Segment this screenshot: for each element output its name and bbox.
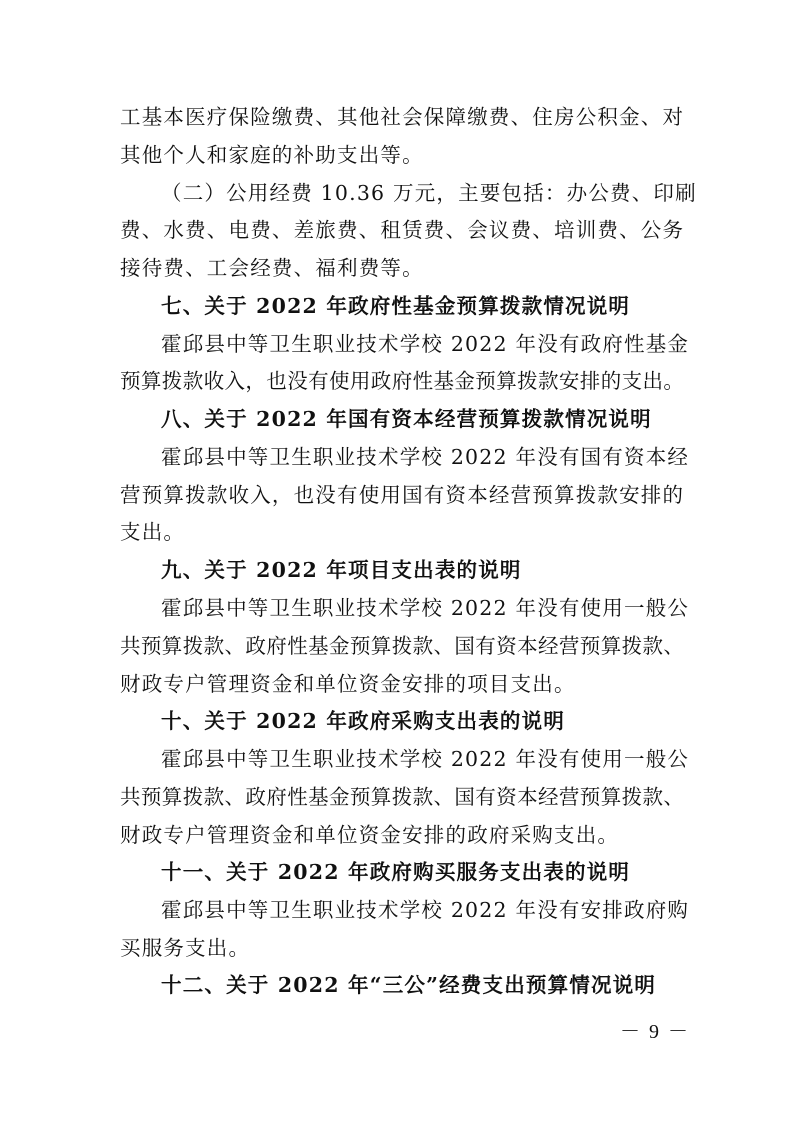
body-text-line: 工基本医疗保险缴费、其他社会保障缴费、住房公积金、对 <box>120 105 685 129</box>
section-heading: 八、关于 2022 年国有资本经营预算拨款情况说明 <box>161 407 652 431</box>
section-heading: 十、关于 2022 年政府采购支出表的说明 <box>161 709 566 733</box>
body-text-line: 费、水费、电费、差旅费、租赁费、会议费、培训费、公务 <box>120 218 685 242</box>
body-text-line: 其他个人和家庭的补助支出等。 <box>120 143 424 167</box>
body-text-line: 霍邱县中等卫生职业技术学校 2022 年没有使用一般公 <box>161 596 690 620</box>
body-text-line: 共预算拨款、政府性基金预算拨款、国有资本经营预算拨款、 <box>120 634 685 658</box>
section-heading: 十二、关于 2022 年“三公”经费支出预算情况说明 <box>161 973 657 997</box>
body-text-line: 营预算拨款收入，也没有使用国有资本经营预算拨款安排的 <box>120 483 685 507</box>
body-text-line: 支出。 <box>120 520 186 544</box>
body-text-line: 财政专户管理资金和单位资金安排的政府采购支出。 <box>120 823 620 847</box>
section-heading: 七、关于 2022 年政府性基金预算拨款情况说明 <box>161 294 631 318</box>
body-text-line: 财政专户管理资金和单位资金安排的项目支出。 <box>120 672 576 696</box>
body-text-line: 霍邱县中等卫生职业技术学校 2022 年没有政府性基金 <box>161 332 690 356</box>
body-text-line: 霍邱县中等卫生职业技术学校 2022 年没有安排政府购 <box>161 898 690 922</box>
section-heading: 九、关于 2022 年项目支出表的说明 <box>161 558 522 582</box>
body-text-line: 预算拨款收入，也没有使用政府性基金预算拨款安排的支出。 <box>120 369 685 393</box>
body-text-line: 霍邱县中等卫生职业技术学校 2022 年没有国有资本经 <box>161 445 690 469</box>
body-text-line: 共预算拨款、政府性基金预算拨款、国有资本经营预算拨款、 <box>120 785 685 809</box>
body-text-line: 买服务支出。 <box>120 936 251 960</box>
body-text-line: （二）公用经费 10.36 万元，主要包括：办公费、印刷 <box>161 181 697 205</box>
body-text-line: 霍邱县中等卫生职业技术学校 2022 年没有使用一般公 <box>161 747 690 771</box>
page-number: － 9 － <box>620 1021 690 1043</box>
section-heading: 十一、关于 2022 年政府购买服务支出表的说明 <box>161 860 631 884</box>
body-text-line: 接待费、工会经费、福利费等。 <box>120 256 424 280</box>
